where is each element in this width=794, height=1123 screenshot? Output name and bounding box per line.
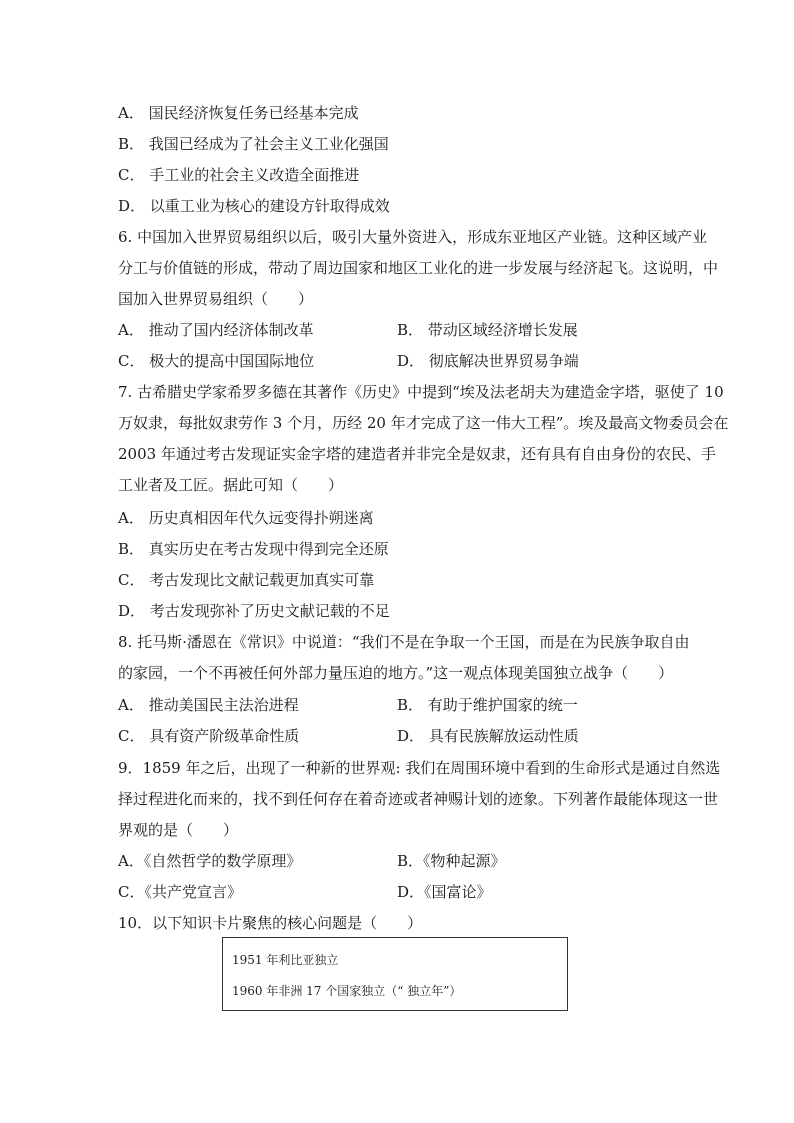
- knowledge-card-line1: 1951 年利比亚独立: [232, 953, 339, 967]
- q6-stem-line2: 分工与价值链的形成，带动了周边国家和地区工业化的进一步发展与经济起飞。这说明，中: [118, 259, 719, 277]
- q9-stem-line3: 界观的是（ ）: [118, 821, 239, 839]
- q6-option-a: A． 推动了国内经济体制改革: [118, 321, 314, 339]
- q6-option-c: C． 极大的提高中国国际地位: [118, 352, 315, 370]
- knowledge-card-line2: 1960 年非洲 17 个国家独立（“ 独立年”）: [232, 984, 462, 998]
- q9-option-a: A．《自然哲学的数学原理》: [118, 852, 302, 870]
- q5-option-d: D． 以重工业为核心的建设方针取得成效: [118, 197, 390, 215]
- q7-option-b: B． 真实历史在考古发现中得到完全还原: [118, 540, 389, 558]
- q8-option-a: A． 推动美国民主法治进程: [118, 696, 299, 714]
- q7-stem-line4: 工业者及工匠。据此可知（ ）: [118, 476, 344, 494]
- q9-option-b: B．《物种起源》: [397, 852, 506, 870]
- q7-stem-line1: 7. 古希腊史学家希罗多德在其著作《历史》中提到“埃及法老胡夫为建造金字塔，驱使了 10: [118, 383, 724, 401]
- q6-option-b: B． 带动区域经济增长发展: [397, 321, 578, 339]
- q8-stem-line1: 8. 托马斯·潘恩在《常识》中说道：“我们不是在争取一个王国，而是在为民族争取自由: [118, 633, 690, 651]
- q9-stem-line1: 9．1859 年之后，出现了一种新的世界观: 我们在周围环境中看到的生命形式是通过自然选: [118, 759, 721, 777]
- q7-option-c: C． 考古发现比文献记载更加真实可靠: [118, 571, 375, 589]
- q5-option-a: A． 国民经济恢复任务已经基本完成: [118, 104, 359, 122]
- q8-option-d: D． 具有民族解放运动性质: [397, 727, 579, 745]
- q6-option-d: D． 彻底解决世界贸易争端: [397, 352, 579, 370]
- q7-stem-line3: 2003 年通过考古发现证实金字塔的建造者并非完全是奴隶，还有具有自由身份的农民、手: [118, 445, 716, 463]
- q6-stem-line1: 6. 中国加入世界贸易组织以后，吸引大量外资进入，形成东亚地区产业链。这种区域产业: [118, 228, 708, 246]
- q5-option-b: B． 我国已经成为了社会主义工业化强国: [118, 135, 389, 153]
- q8-option-c: C． 具有资产阶级革命性质: [118, 727, 300, 745]
- q6-stem-line3: 国加入世界贸易组织（ ）: [118, 290, 314, 308]
- q7-stem-line2: 万奴隶，每批奴隶劳作 3 个月，历经 20 年才完成了这一伟大工程”。埃及最高文物委员会在: [118, 414, 729, 432]
- q8-stem-line2: 的家园，一个不再被任何外部力量压迫的地方。”这一观点体现美国独立战争（ ）: [118, 664, 674, 682]
- q10-stem: 10．以下知识卡片聚焦的核心问题是（ ）: [118, 914, 423, 932]
- q9-stem-line2: 择过程进化而来的，找不到任何存在着奇迹或者神赐计划的迹象。下列著作最能体现这一世: [118, 790, 719, 808]
- q7-option-d: D． 考古发现弥补了历史文献记载的不足: [118, 602, 390, 620]
- q5-option-c: C． 手工业的社会主义改造全面推进: [118, 166, 360, 184]
- q8-option-b: B． 有助于维护国家的统一: [397, 696, 578, 714]
- knowledge-card: [222, 937, 568, 1011]
- q9-option-c: C．《共产党宣言》: [118, 883, 242, 901]
- q9-option-d: D．《国富论》: [397, 883, 492, 901]
- q7-option-a: A． 历史真相因年代久远变得扑朔迷离: [118, 509, 374, 527]
